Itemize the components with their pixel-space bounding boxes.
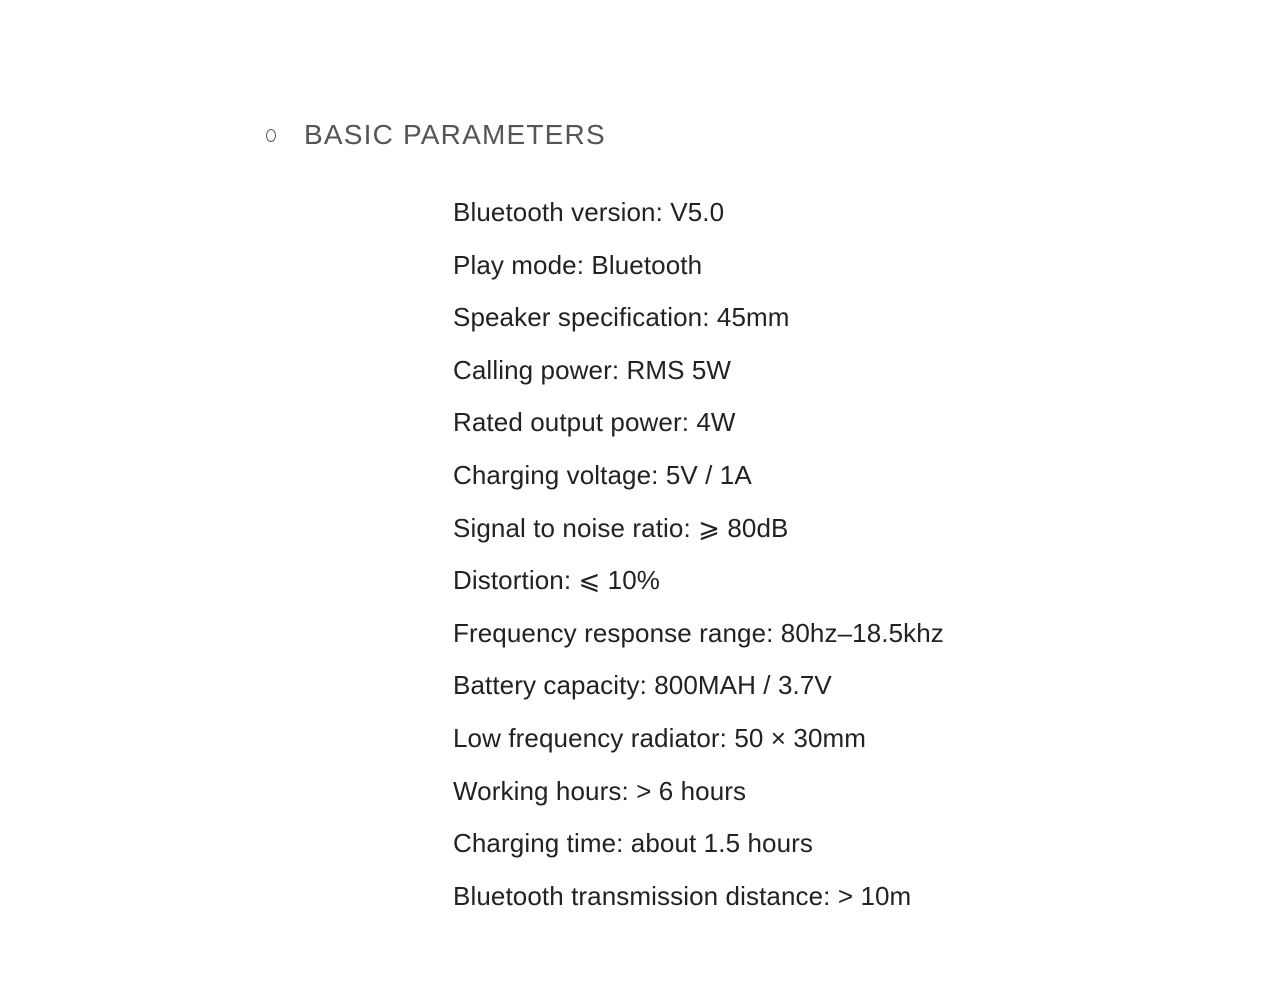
parameter-list [453, 186, 944, 922]
param-bluetooth-transmission-distance: Bluetooth transmission distance: > 10m [453, 880, 912, 911]
param-working-hours: Working hours: > 6 hours [453, 775, 747, 806]
param-distortion: Distortion: ⩽ 10% [453, 565, 661, 596]
param-battery-capacity: Battery capacity: 800MAH / 3.7V [453, 670, 832, 701]
section-title: BASIC PARAMETERS [304, 119, 606, 150]
param-calling-power: Calling power: RMS 5W [453, 354, 732, 385]
param-bluetooth-version: Bluetooth version: V5.0 [453, 197, 725, 227]
param-play-mode: Play mode: Bluetooth [453, 249, 703, 280]
param-signal-to-noise-ratio: Signal to noise ratio: ⩾ 80dB [453, 512, 789, 543]
param-rated-output-power: Rated output power: 4W [453, 407, 736, 438]
param-charging-time: Charging time: about 1.5 hours [453, 828, 813, 859]
circle-outline-icon [266, 129, 276, 142]
section-header [266, 117, 606, 153]
param-low-frequency-radiator: Low frequency radiator: 50 × 30mm [453, 722, 867, 753]
param-speaker-specification: Speaker specification: 45mm [453, 302, 790, 333]
param-charging-voltage: Charging voltage: 5V / 1A [453, 459, 752, 490]
param-frequency-response-range: Frequency response range: 80hz–18.5khz [453, 617, 944, 648]
